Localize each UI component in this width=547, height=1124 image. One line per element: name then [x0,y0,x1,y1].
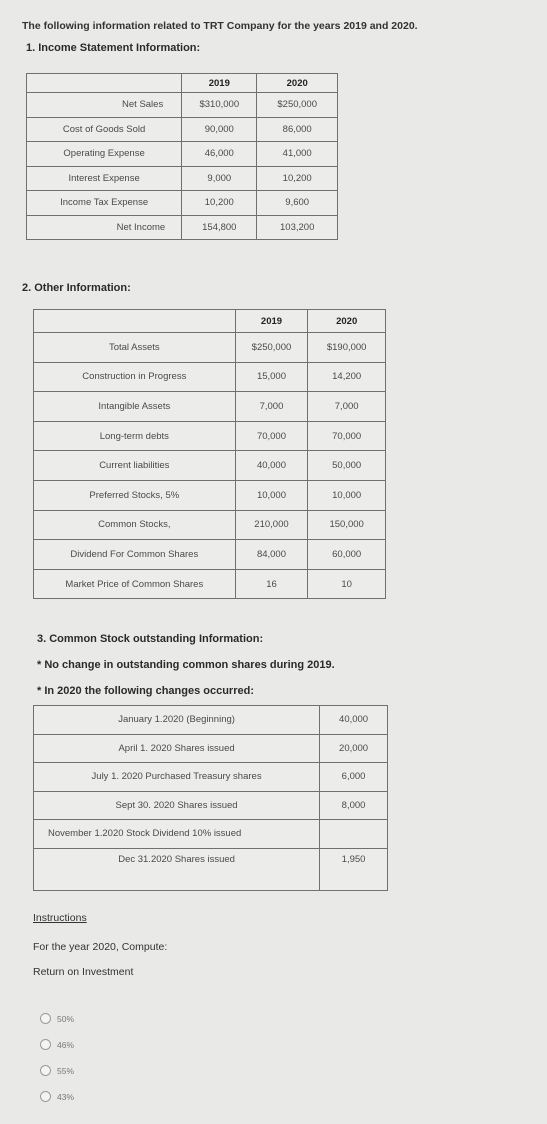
cell-2019: 70,000 [235,421,308,451]
cell-2019: 16 [235,569,308,599]
radio-button[interactable] [40,1065,51,1076]
cell-2019: $250,000 [235,333,308,363]
table-header-row [34,310,386,333]
row-value: 6,000 [320,763,388,792]
row-label: Income Tax Expense [27,191,182,216]
table-row [34,569,386,599]
header-cell: 2020 [308,310,386,333]
cell-2020: 86,000 [257,117,338,142]
header-cell [27,74,182,93]
option-label: 50% [57,1013,75,1024]
answer-option[interactable] [40,1039,74,1050]
row-label: Sept 30. 2020 Shares issued [34,791,320,820]
cell-2020: 10,000 [308,480,386,510]
bullet-2020-changes: * In 2020 the following changes occurred: [37,685,254,697]
table-row [27,93,338,118]
row-label: Common Stocks, [34,510,236,540]
cell-2020: 103,200 [257,215,338,240]
row-label: Net Sales [27,93,182,118]
cell-2019: 7,000 [235,392,308,422]
cell-2019: 15,000 [235,362,308,392]
cell-2019: $310,000 [182,93,257,118]
question-metric: Return on Investment [33,966,134,978]
table-row [34,706,388,735]
cell-2020: 41,000 [257,142,338,167]
radio-button[interactable] [40,1013,51,1024]
cell-2020: 9,600 [257,191,338,216]
cell-2020: 70,000 [308,421,386,451]
row-label: July 1. 2020 Purchased Treasury shares [34,763,320,792]
table-row [27,166,338,191]
cell-2019: 210,000 [235,510,308,540]
cell-2020: 10 [308,569,386,599]
row-label: November 1.2020 Stock Dividend 10% issued [34,820,320,849]
answer-option[interactable] [40,1013,74,1024]
option-label: 43% [57,1091,75,1102]
section2-title: 2. Other Information: [22,282,131,294]
cell-2020: $250,000 [257,93,338,118]
radio-button[interactable] [40,1039,51,1050]
row-label: Intangible Assets [34,392,236,422]
table-row [34,763,388,792]
row-label: Total Assets [34,333,236,363]
cell-2019: 46,000 [182,142,257,167]
header-cell [34,310,236,333]
row-label: Operating Expense [27,142,182,167]
answer-option[interactable] [40,1065,74,1076]
option-label: 55% [57,1065,75,1076]
table-header-row [27,74,338,93]
table-row [34,362,386,392]
bullet-no-change: * No change in outstanding common shares during 2019. [37,659,335,671]
table-row [34,540,386,570]
header-cell: 2019 [235,310,308,333]
cell-2020: 50,000 [308,451,386,481]
header-cell: 2020 [257,74,338,93]
table-row [27,142,338,167]
table-row [27,191,338,216]
row-label: Preferred Stocks, 5% [34,480,236,510]
income-statement-table [26,73,338,240]
common-stock-table [33,705,388,891]
cell-2020: 150,000 [308,510,386,540]
cell-2020: 60,000 [308,540,386,570]
row-label: January 1.2020 (Beginning) [34,706,320,735]
row-label: Market Price of Common Shares [34,569,236,599]
row-label: Current liabilities [34,451,236,481]
other-information-table [33,309,386,599]
cell-2020: 14,200 [308,362,386,392]
table-row [34,848,388,890]
row-value [320,820,388,849]
cell-2020: 10,200 [257,166,338,191]
row-label: Cost of Goods Sold [27,117,182,142]
row-label: Net Income [27,215,182,240]
table-row [34,421,386,451]
cell-2019: 84,000 [235,540,308,570]
cell-2019: 90,000 [182,117,257,142]
cell-2020: $190,000 [308,333,386,363]
row-label: Dividend For Common Shares [34,540,236,570]
intro-text: The following information related to TRT Company for the years 2019 and 2020. [22,20,418,32]
cell-2019: 154,800 [182,215,257,240]
table-row [34,820,388,849]
table-row [34,791,388,820]
table-row [34,392,386,422]
option-label: 46% [57,1039,75,1050]
row-label: Interest Expense [27,166,182,191]
row-label: Construction in Progress [34,362,236,392]
cell-2019: 40,000 [235,451,308,481]
section3-title: 3. Common Stock outstanding Information: [37,633,264,645]
table-row [34,510,386,540]
table-row [27,215,338,240]
row-value: 8,000 [320,791,388,820]
cell-2020: 7,000 [308,392,386,422]
table-row [34,333,386,363]
row-label: April 1. 2020 Shares issued [34,734,320,763]
row-value: 1,950 [320,848,388,890]
row-label: Dec 31.2020 Shares issued [34,848,320,890]
question-line: For the year 2020, Compute: [33,941,168,953]
row-label: Long-term debts [34,421,236,451]
table-row [34,480,386,510]
header-cell: 2019 [182,74,257,93]
answer-option[interactable] [40,1091,74,1102]
cell-2019: 10,200 [182,191,257,216]
row-value: 20,000 [320,734,388,763]
cell-2019: 10,000 [235,480,308,510]
table-row [34,734,388,763]
section1-title: 1. Income Statement Information: [26,42,201,54]
table-row [34,451,386,481]
cell-2019: 9,000 [182,166,257,191]
table-row [27,117,338,142]
radio-button[interactable] [40,1091,51,1102]
instructions-heading: Instructions [33,912,87,924]
row-value: 40,000 [320,706,388,735]
